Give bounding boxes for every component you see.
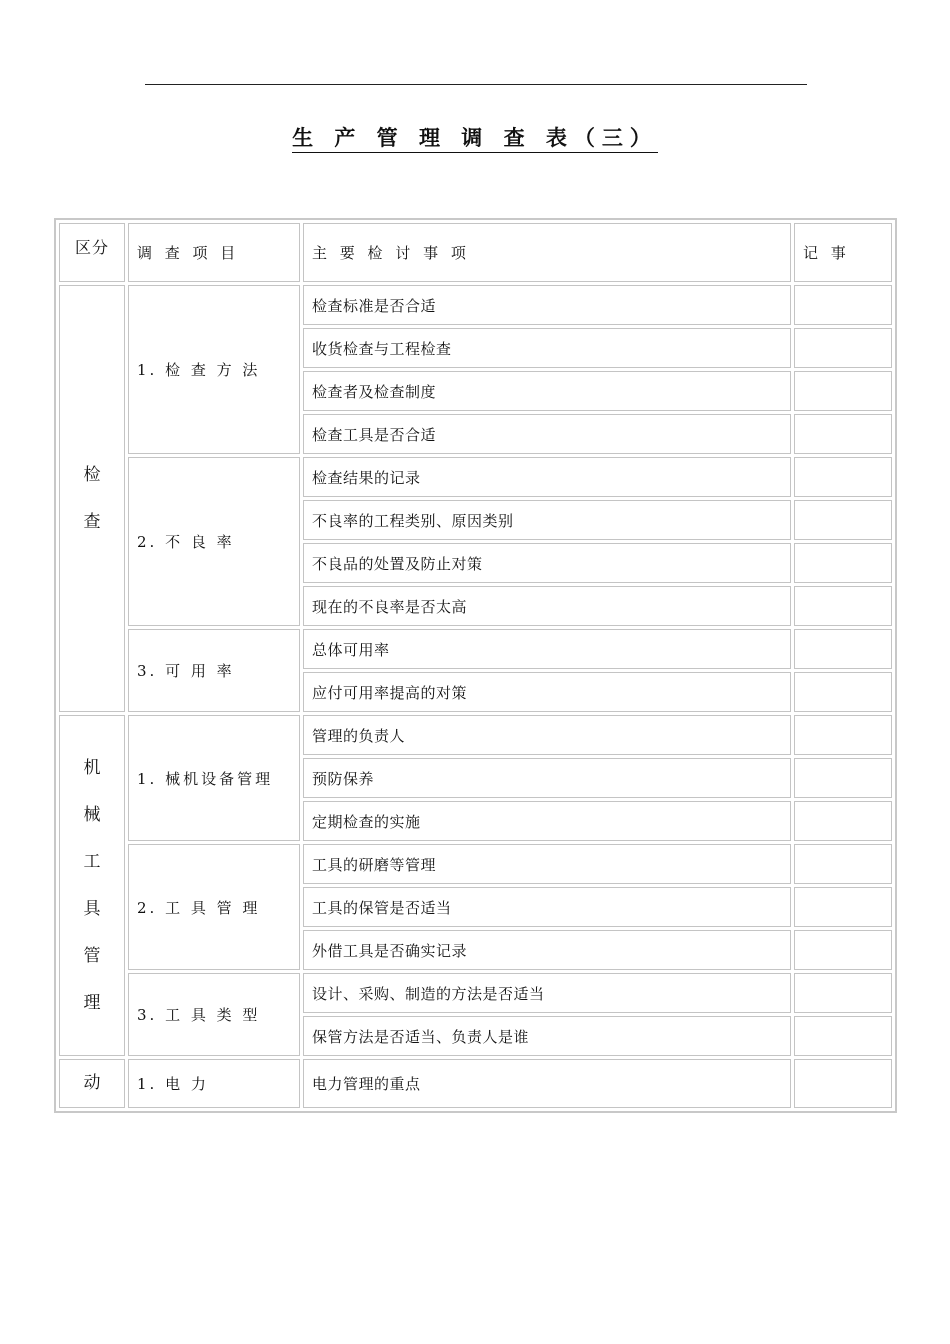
- table-row: [59, 1059, 892, 1108]
- notes-cell[interactable]: [794, 1059, 892, 1108]
- area-char: 工: [83, 851, 101, 872]
- check-point-cell: 现在的不良率是否太高: [303, 586, 791, 626]
- survey-item-cell: 3. 工 具 类 型: [128, 973, 300, 1056]
- check-point-cell: 工具的保管是否适当: [303, 887, 791, 927]
- check-point-cell: 收货检查与工程检查: [303, 328, 791, 368]
- check-point-cell: 电力管理的重点: [303, 1059, 791, 1108]
- survey-item-cell: 2. 工 具 管 理: [128, 844, 300, 970]
- header-points: 主 要 检 讨 事 项: [303, 223, 791, 282]
- area-char: 械: [83, 804, 101, 825]
- check-point-cell: 检查标准是否合适: [303, 285, 791, 325]
- table-row: [59, 973, 892, 1013]
- check-point-cell: 预防保养: [303, 758, 791, 798]
- notes-cell[interactable]: [794, 1016, 892, 1056]
- area-char: 机: [83, 757, 101, 778]
- area-char: 管: [83, 945, 101, 966]
- check-point-cell: 管理的负责人: [303, 715, 791, 755]
- area-char: 理: [83, 992, 101, 1013]
- header-row: [59, 223, 892, 282]
- check-point-cell: 检查者及检查制度: [303, 371, 791, 411]
- notes-cell[interactable]: [794, 500, 892, 540]
- header-area: 区分: [59, 223, 125, 282]
- notes-cell[interactable]: [794, 715, 892, 755]
- check-point-cell: 设计、采购、制造的方法是否适当: [303, 973, 791, 1013]
- check-point-cell: 不良品的处置及防止对策: [303, 543, 791, 583]
- check-point-cell: 保管方法是否适当、负责人是谁: [303, 1016, 791, 1056]
- notes-cell[interactable]: [794, 328, 892, 368]
- header-rule: [145, 84, 807, 85]
- section-area-cell: [59, 715, 125, 1056]
- check-point-cell: 应付可用率提高的对策: [303, 672, 791, 712]
- check-point-cell: 工具的研磨等管理: [303, 844, 791, 884]
- table-row: [59, 285, 892, 325]
- section-area-cell: [59, 285, 125, 712]
- notes-cell[interactable]: [794, 930, 892, 970]
- notes-cell[interactable]: [794, 672, 892, 712]
- header-item: 调 查 项 目: [128, 223, 300, 282]
- survey-item-cell: 1. 电 力: [128, 1059, 300, 1108]
- document-title-text: 生 产 管 理 调 查 表（三）: [292, 125, 658, 153]
- notes-cell[interactable]: [794, 543, 892, 583]
- notes-cell[interactable]: [794, 371, 892, 411]
- notes-cell[interactable]: [794, 758, 892, 798]
- document-title: [0, 122, 950, 152]
- check-point-cell: 检查工具是否合适: [303, 414, 791, 454]
- notes-cell[interactable]: [794, 586, 892, 626]
- check-point-cell: 外借工具是否确实记录: [303, 930, 791, 970]
- area-char: 动: [83, 1073, 101, 1093]
- area-char: 具: [83, 898, 101, 919]
- notes-cell[interactable]: [794, 887, 892, 927]
- notes-cell[interactable]: [794, 844, 892, 884]
- notes-cell[interactable]: [794, 457, 892, 497]
- notes-cell[interactable]: [794, 801, 892, 841]
- survey-table: [54, 218, 897, 1113]
- area-char: 检: [83, 464, 101, 485]
- table-row: [59, 715, 892, 755]
- notes-cell[interactable]: [794, 629, 892, 669]
- check-point-cell: 定期检查的实施: [303, 801, 791, 841]
- survey-item-cell: 1. 检 查 方 法: [128, 285, 300, 454]
- header-notes: 记 事: [794, 223, 892, 282]
- area-char: 查: [83, 511, 101, 532]
- survey-item-cell: 1. 械机设备管理: [128, 715, 300, 841]
- notes-cell[interactable]: [794, 973, 892, 1013]
- survey-item-cell: 2. 不 良 率: [128, 457, 300, 626]
- table-row: [59, 457, 892, 497]
- notes-cell[interactable]: [794, 414, 892, 454]
- notes-cell[interactable]: [794, 285, 892, 325]
- table-row: [59, 629, 892, 669]
- check-point-cell: 总体可用率: [303, 629, 791, 669]
- survey-item-cell: 3. 可 用 率: [128, 629, 300, 712]
- check-point-cell: 不良率的工程类别、原因类别: [303, 500, 791, 540]
- section-area-cell: [59, 1059, 125, 1108]
- table-row: [59, 844, 892, 884]
- check-point-cell: 检查结果的记录: [303, 457, 791, 497]
